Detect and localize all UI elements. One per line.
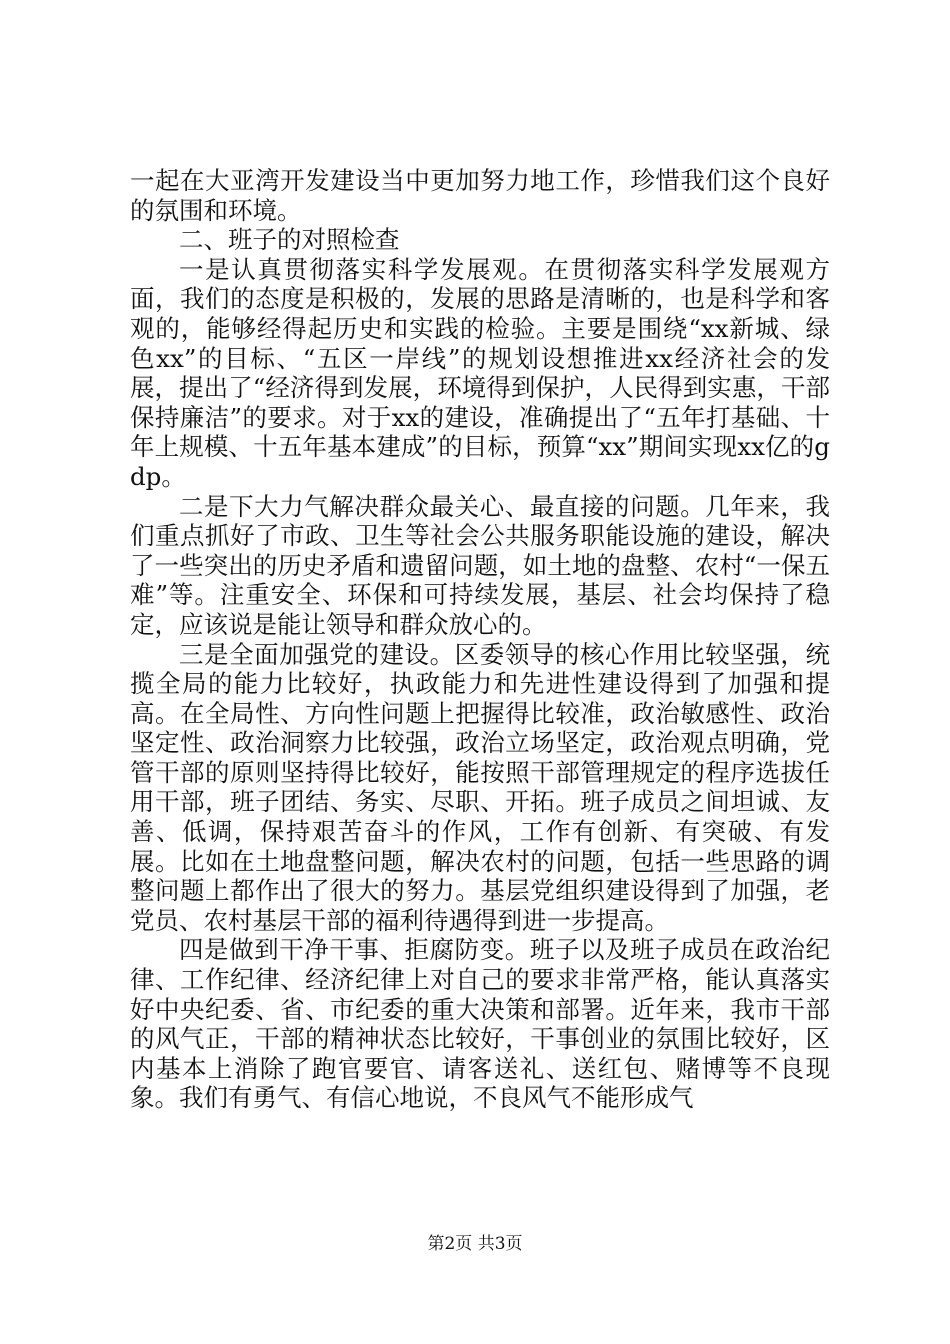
paragraph-2: 二是下大力气解决群众最关心、最直接的问题。几年来，我们重点抓好了市政、卫生等社会公共服务职能设施的建设，解决了一些突出的历史矛盾和遗留问题，如土地的盘整、农村“一保五难”等。注重安全、环保和可持续发展，基层、社会均保持了稳定，应该说是能让领导和群众放心的。	[130, 491, 830, 639]
section-heading: 二、班子的对照检查	[179, 225, 400, 255]
page-footer: 第2页 共3页	[427, 1234, 523, 1254]
document-body	[130, 166, 830, 1113]
paragraph-4: 四是做到干净干事、拒腐防变。班子以及班子成员在政治纪律、工作纪律、经济纪律上对自己的要求非常严格，能认真落实好中央纪委、省、市纪委的重大决策和部署。近年来，我市干部的风气正，干部的精神状态比较好，干事创业的氛围比较好，区内基本上消除了跑官要官、请客送礼、送红包、赌博等不良现象。我们有勇气、有信心地说，不良风气不能形成气	[130, 935, 830, 1113]
paragraph-continuation: 一起在大亚湾开发建设当中更加努力地工作，珍惜我们这个良好的氛围和环境。	[130, 166, 830, 225]
paragraph-1: 一是认真贯彻落实科学发展观。在贯彻落实科学发展观方面，我们的态度是积极的，发展的思路是清晰的，也是科学和客观的，能够经得起历史和实践的检验。主要是围绕“xx新城、绿色xx”的目标、“五区一岸线”的规划设想推进xx经济社会的发展，提出了“经济得到发展，环境得到保护，人民得到实惠，干部保持廉洁”的要求。对于xx的建设，准确提出了“五年打基础、十年上规模、十五年基本建成”的目标，预算“xx”期间实现xx亿的gdp。	[130, 254, 830, 491]
paragraph-3: 三是全面加强党的建设。区委领导的核心作用比较坚强，统揽全局的能力比较好，执政能力和先进性建设得到了加强和提高。在全局性、方向性问题上把握得比较准，政治敏感性、政治坚定性、政治洞察力比较强，政治立场坚定，政治观点明确，党管干部的原则坚持得比较好，能按照干部管理规定的程序选拔任用干部，班子团结、务实、尽职、开拓。班子成员之间坦诚、友善、低调，保持艰苦奋斗的作风，工作有创新、有突破、有发展。比如在土地盘整问题，解决农村的问题，包括一些思路的调整问题上都作出了很大的努力。基层党组织建设得到了加强，老党员、农村基层干部的福利待遇得到进一步提高。	[130, 639, 830, 935]
